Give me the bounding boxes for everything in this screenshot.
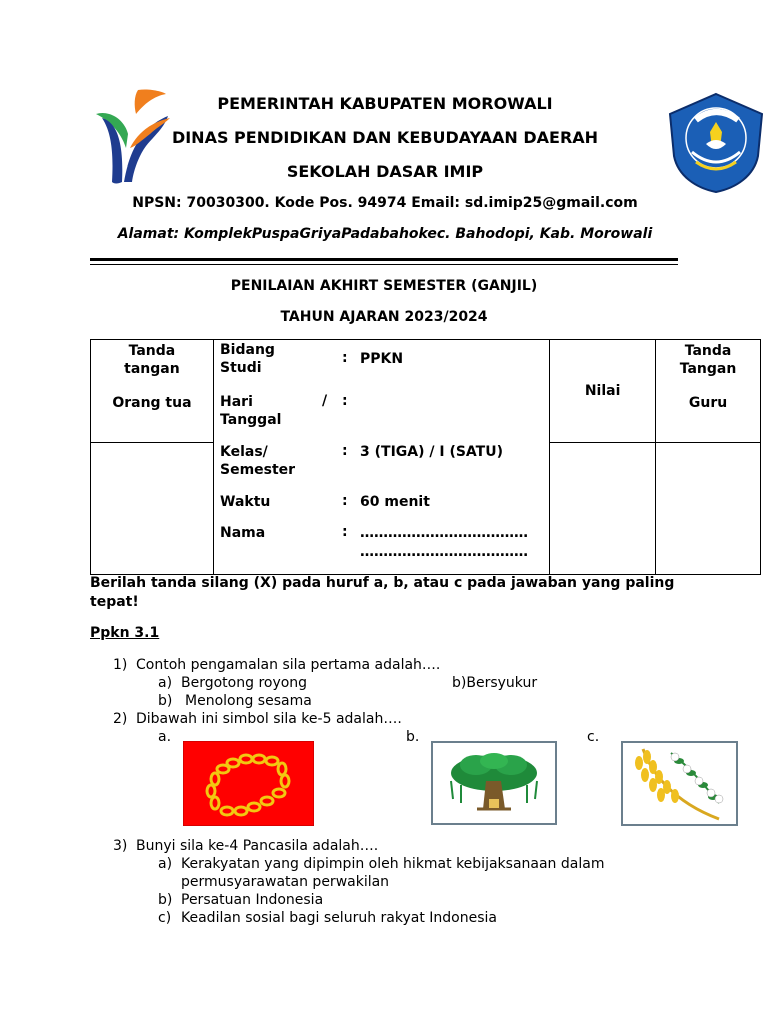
parent-sign-label-1: Tanda — [128, 343, 176, 359]
parent-label: Orang tua — [112, 395, 192, 411]
teacher-sign-label-1: Tanda — [684, 343, 732, 359]
q1-a-text[interactable]: Bergotong royong — [181, 675, 308, 691]
q3-a-text-2[interactable]: permusyarawatan perwakilan — [181, 874, 390, 890]
date-colon: : — [342, 393, 348, 409]
header-line-3: SEKOLAH DASAR IMIP — [286, 162, 484, 181]
header-contact: NPSN: 70030300. Kode Pos. 94974 Email: sd.imip25@gmail.com — [132, 195, 638, 211]
subject-value: PPKN — [360, 351, 404, 367]
teacher-signature-header — [656, 340, 761, 443]
q3-number: 3) — [113, 838, 128, 854]
score-label: Nilai — [584, 383, 621, 399]
exam-title: PENILAIAN AKHIRT SEMESTER (GANJIL) — [230, 278, 538, 294]
q3-c-label[interactable]: c) — [158, 910, 172, 926]
q2-text: Dibawah ini simbol sila ke-5 adalah…. — [136, 711, 402, 727]
tut-wuri-handayani-logo — [666, 92, 766, 194]
banyan-tree-symbol-image[interactable] — [431, 741, 557, 825]
name-dots-1[interactable]: ……………………………… — [360, 525, 528, 541]
chain-symbol-image[interactable] — [183, 741, 314, 826]
class-key-1: Kelas/ — [220, 444, 268, 460]
parent-sign-label-2: tangan — [124, 361, 180, 377]
header-address: Alamat: KomplekPuspaGriyaPadabahokec. Bahodopi, Kab. Morowali — [117, 226, 653, 242]
q3-text: Bunyi sila ke-4 Pancasila adalah…. — [136, 838, 379, 854]
header-divider-thick — [90, 258, 678, 261]
score-box[interactable] — [550, 443, 656, 575]
q3-c-text[interactable]: Keadilan sosial bagi seluruh rakyat Indonesia — [181, 910, 497, 926]
section-title: Ppkn 3.1 — [90, 625, 160, 641]
q1-b2-text[interactable]: Menolong sesama — [185, 693, 312, 709]
subject-colon: : — [342, 350, 348, 366]
q2-a-label[interactable]: a. — [158, 729, 172, 745]
q3-b-text[interactable]: Persatuan Indonesia — [181, 892, 324, 908]
date-key-2: Tanggal — [220, 412, 282, 428]
teacher-sign-label-2: Tangan — [679, 361, 737, 377]
time-colon: : — [342, 493, 348, 509]
q3-b-label[interactable]: b) — [158, 892, 173, 908]
name-colon: : — [342, 524, 348, 540]
class-colon: : — [342, 443, 348, 459]
teacher-label: Guru — [688, 395, 728, 411]
name-dots-2[interactable]: ……………………………… — [360, 544, 528, 560]
parent-signature-box[interactable] — [91, 443, 214, 575]
q3-a-text-1[interactable]: Kerakyatan yang dipimpin oleh hikmat kebijaksanaan dalam — [181, 856, 605, 872]
header-line-1: PEMERINTAH KABUPATEN MOROWALI — [217, 94, 553, 113]
date-slash: / — [322, 393, 328, 409]
time-value: 60 menit — [360, 494, 430, 510]
subject-key-2: Studi — [220, 360, 262, 376]
subject-key-1: Bidang — [220, 342, 275, 358]
date-key-1: Hari — [220, 394, 253, 410]
q1-number: 1) — [113, 657, 128, 673]
teacher-signature-box[interactable] — [656, 443, 761, 575]
exam-fields — [220, 341, 550, 571]
q2-number: 2) — [113, 711, 128, 727]
q2-c-label[interactable]: c. — [587, 729, 600, 745]
class-key-2: Semester — [220, 462, 296, 478]
score-header — [550, 340, 656, 443]
q1-b-text[interactable]: b)Bersyukur — [452, 675, 538, 691]
rice-cotton-symbol-image[interactable] — [621, 741, 738, 826]
name-key: Nama — [220, 525, 266, 541]
header-divider-thin — [90, 264, 678, 265]
q3-a-label[interactable]: a) — [158, 856, 173, 872]
q1-b2-label[interactable]: b) — [158, 693, 173, 709]
q2-b-label[interactable]: b. — [406, 729, 420, 745]
instructions: Berilah tanda silang (X) pada huruf a, b, atau c pada jawaban yang paling tepat! — [90, 575, 675, 610]
exam-year: TAHUN AJARAN 2023/2024 — [280, 309, 488, 325]
parent-signature-header — [91, 340, 214, 443]
time-key: Waktu — [220, 494, 271, 510]
q1-a-label[interactable]: a) — [158, 675, 173, 691]
header-line-2: DINAS PENDIDIKAN DAN KEBUDAYAAN DAERAH — [171, 128, 599, 147]
class-value: 3 (TIGA) / I (SATU) — [360, 444, 503, 460]
q1-text: Contoh pengamalan sila pertama adalah…. — [136, 657, 441, 673]
